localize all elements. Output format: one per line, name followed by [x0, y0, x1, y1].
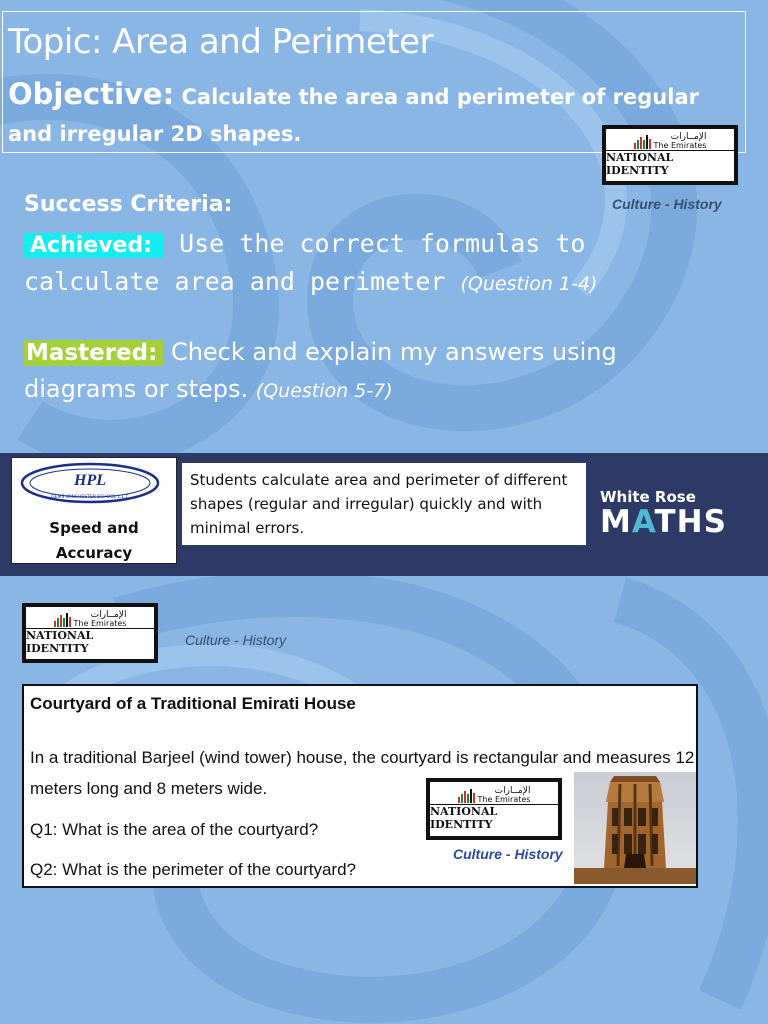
courtyard-body: In a traditional Barjeel (wind tower) house, the courtyard is rectangular and measures 12 meters long and 8 meters wide. [30, 748, 695, 798]
culture-label: Culture - History [612, 196, 722, 212]
brand-top: White Rose [600, 488, 696, 506]
national-identity-title: NATIONAL IDENTITY [430, 804, 558, 831]
band-description: Students calculate area and perimeter of different shapes (regular and irregular) quickly and with minimal errors. [182, 463, 586, 545]
mastered-criterion [24, 334, 664, 409]
culture-label: Culture - History [185, 632, 287, 648]
achieved-label: Achieved: [24, 233, 164, 258]
national-identity-badge [22, 603, 158, 663]
hpl-logo [20, 462, 160, 504]
emirates-flag-icon [458, 789, 475, 803]
achieved-text: Use the correct formulas to calculate area and perimeter [24, 229, 586, 296]
objective-label: Objective: [8, 77, 175, 111]
hpl-card [11, 457, 177, 564]
hpl-school-text: GEMS WINCHESTER SCHOOL L.L.C [51, 495, 129, 500]
emirates-flag-icon [54, 613, 71, 627]
emirates-flag-icon [634, 135, 651, 149]
emirates-logo [458, 787, 531, 804]
courtyard-title: Courtyard of a Traditional Emirati House [30, 694, 356, 713]
achieved-note: (Question 1-4) [460, 273, 598, 295]
culture-label: Culture - History [453, 846, 563, 862]
achieved-criterion [24, 226, 664, 302]
national-identity-badge [602, 125, 738, 185]
success-criteria-title: Success Criteria: [24, 192, 233, 217]
wind-tower-image [574, 772, 696, 884]
mastered-note: (Question 5-7) [255, 380, 393, 402]
hpl-label: Speed and Accuracy [49, 519, 139, 562]
emirates-arabic: الإمــارات [670, 132, 707, 142]
question-1: Q1: What is the area of the courtyard? [30, 820, 319, 839]
page-title: Topic: Area and Perimeter [8, 22, 434, 62]
emirates-english: The Emirates [73, 619, 127, 628]
national-identity-badge [426, 778, 562, 840]
emirates-english: The Emirates [653, 141, 707, 150]
emirates-logo [54, 611, 127, 628]
national-identity-title: NATIONAL IDENTITY [26, 628, 154, 655]
emirates-arabic: الإمــارات [90, 610, 127, 620]
objective-text: Calculate the area and perimeter of regular and irregular 2D shapes. [8, 85, 699, 146]
emirates-logo [634, 133, 707, 150]
emirates-english: The Emirates [477, 795, 531, 804]
mastered-text: Check and explain my answers using diagrams or steps. [24, 338, 617, 403]
brand-bottom: MATHS [600, 504, 727, 540]
hpl-logo-text: HPL [74, 472, 106, 489]
mastered-label: Mastered: [24, 340, 163, 366]
question-2: Q2: What is the perimeter of the courtyard? [30, 860, 356, 879]
emirates-arabic: الإمــارات [494, 786, 531, 796]
national-identity-title: NATIONAL IDENTITY [606, 150, 734, 177]
